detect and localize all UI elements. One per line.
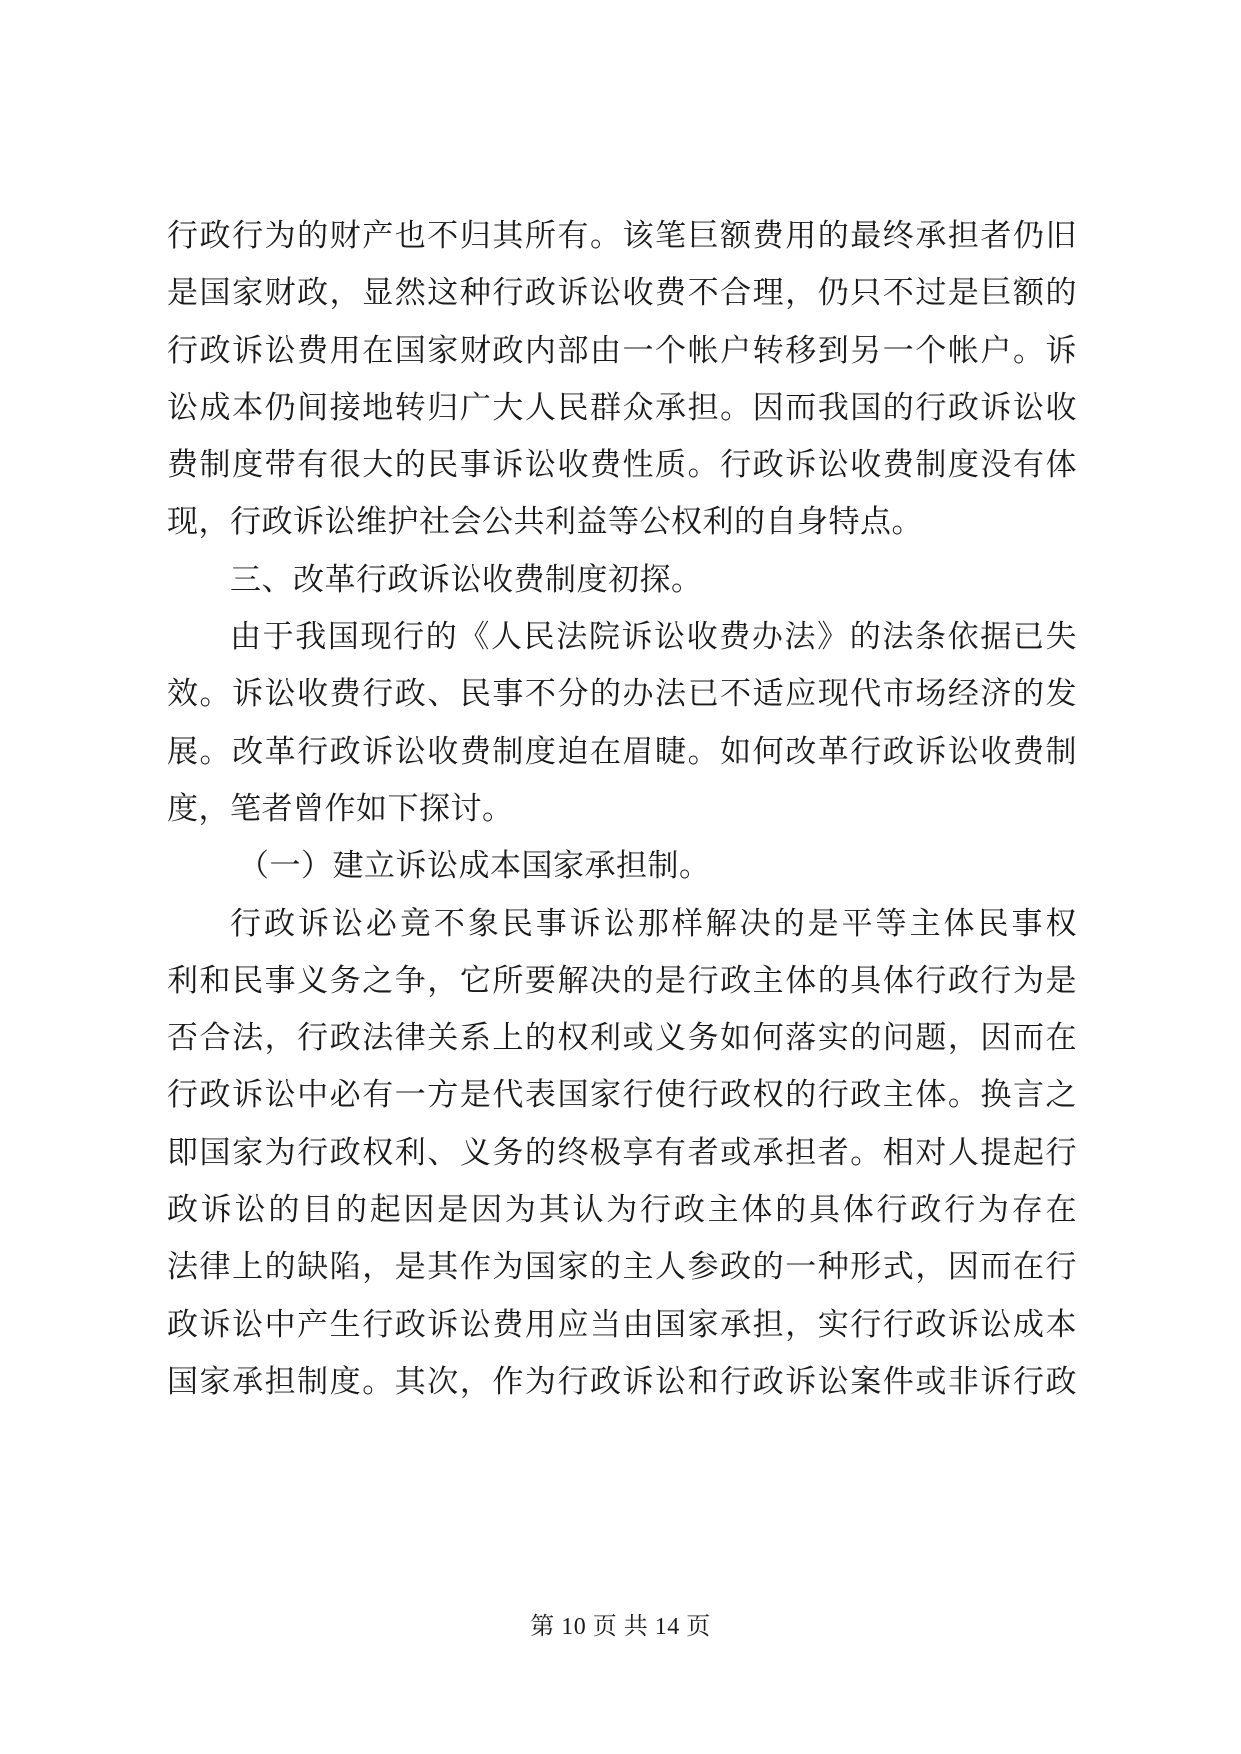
text-line: 由于我国现行的《人民法院诉讼收费办法》的法条依据已失: [230, 619, 1077, 656]
text-line: 费制度带有很大的民事诉讼收费性质。行政诉讼收费制度没有体: [167, 447, 1077, 484]
text-line: 行政诉讼费用在国家财政内部由一个帐户转移到另一个帐户。诉: [167, 332, 1077, 369]
text-line: 政诉讼的目的起因是因为其认为行政主体的具体行政行为存在: [167, 1192, 1077, 1229]
text-line: 否合法，行政法律关系上的权利或义务如何落实的问题，因而在: [167, 1020, 1077, 1057]
section-heading: 三、改革行政诉讼收费制度初探。: [230, 561, 703, 598]
text-line: 现，行政诉讼维护社会公共利益等公权利的自身特点。: [167, 504, 923, 541]
text-line: 效。诉讼收费行政、民事不分的办法已不适应现代市场经济的发: [167, 676, 1077, 713]
text-line: 法律上的缺陷，是其作为国家的主人参政的一种形式，因而在行: [167, 1249, 1077, 1286]
text-line: 行政诉讼必竟不象民事诉讼那样解决的是平等主体民事权: [230, 905, 1077, 942]
page-number-footer: 第 10 页 共 14 页: [530, 1614, 711, 1640]
text-line: 即国家为行政权利、义务的终极享有者或承担者。相对人提起行: [167, 1134, 1077, 1171]
text-line: 国家承担制度。其次，作为行政诉讼和行政诉讼案件或非诉行政: [167, 1363, 1077, 1400]
text-line: 利和民事义务之争，它所要解决的是行政主体的具体行政行为是: [167, 962, 1077, 999]
text-line: 是国家财政，显然这种行政诉讼收费不合理，仍只不过是巨额的: [167, 275, 1077, 312]
text-line: 政诉讼中产生行政诉讼费用应当由国家承担，实行行政诉讼成本: [167, 1306, 1077, 1343]
text-line: 度，笔者曾作如下探讨。: [167, 790, 514, 827]
text-line: 行政行为的财产也不归其所有。该笔巨额费用的最终承担者仍旧: [167, 218, 1077, 254]
text-line: 展。改革行政诉讼收费制度迫在眉睫。如何改革行政诉讼收费制: [167, 733, 1077, 770]
subsection-heading: （一）建立诉讼成本国家承担制。: [238, 848, 711, 885]
text-line: 行政诉讼中必有一方是代表国家行使行政权的行政主体。换言之: [167, 1077, 1077, 1114]
body-text: [167, 208, 1077, 1411]
text-line: 讼成本仍间接地转归广大人民群众承担。因而我国的行政诉讼收: [167, 389, 1077, 426]
